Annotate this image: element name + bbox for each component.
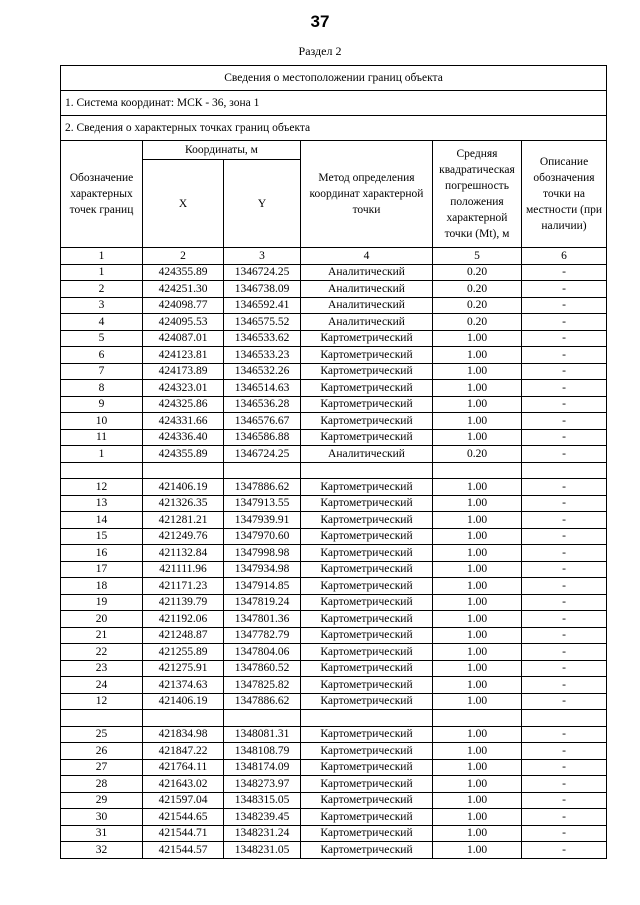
description-cell: - — [522, 759, 607, 776]
method-cell: Аналитический — [301, 314, 433, 331]
method-cell: Картометрический — [301, 330, 433, 347]
description-cell: - — [522, 561, 607, 578]
x-cell: 421275.91 — [143, 660, 224, 677]
table-row — [61, 429, 607, 446]
table-row — [61, 396, 607, 413]
y-cell: 1347782.79 — [224, 627, 301, 644]
point-id-cell: 7 — [61, 363, 143, 380]
error-cell: 1.00 — [433, 726, 522, 743]
point-id-cell: 23 — [61, 660, 143, 677]
y-cell: 1348108.79 — [224, 743, 301, 760]
error-cell: 1.00 — [433, 495, 522, 512]
table-row — [61, 545, 607, 562]
error-cell: 1.00 — [433, 660, 522, 677]
error-cell: 1.00 — [433, 528, 522, 545]
table-row — [61, 726, 607, 743]
table-row — [61, 561, 607, 578]
x-cell: 421132.84 — [143, 545, 224, 562]
point-id-cell: 29 — [61, 792, 143, 809]
x-cell: 421544.71 — [143, 825, 224, 842]
method-cell: Картометрический — [301, 512, 433, 529]
x-cell: 421597.04 — [143, 792, 224, 809]
description-cell: - — [522, 677, 607, 694]
point-id-cell: 4 — [61, 314, 143, 331]
x-cell: 421764.11 — [143, 759, 224, 776]
header-description: Описание обозначения точки на местности (при наличии) — [522, 141, 607, 248]
table-row — [61, 644, 607, 661]
table-row — [61, 743, 607, 760]
empty-cell — [61, 710, 143, 727]
description-cell: - — [522, 627, 607, 644]
description-cell: - — [522, 264, 607, 281]
error-cell: 1.00 — [433, 545, 522, 562]
point-id-cell: 22 — [61, 644, 143, 661]
description-cell: - — [522, 446, 607, 463]
x-cell: 421406.19 — [143, 693, 224, 710]
empty-cell — [522, 710, 607, 727]
x-cell: 421139.79 — [143, 594, 224, 611]
y-cell: 1347939.91 — [224, 512, 301, 529]
y-cell: 1346514.63 — [224, 380, 301, 397]
error-cell: 1.00 — [433, 644, 522, 661]
table-row — [61, 330, 607, 347]
method-cell: Аналитический — [301, 446, 433, 463]
description-cell: - — [522, 512, 607, 529]
x-cell: 424173.89 — [143, 363, 224, 380]
column-number: 5 — [433, 248, 522, 265]
table-row — [61, 611, 607, 628]
table-row — [61, 776, 607, 793]
x-cell: 421192.06 — [143, 611, 224, 628]
column-number: 6 — [522, 248, 607, 265]
error-cell: 1.00 — [433, 429, 522, 446]
description-cell: - — [522, 396, 607, 413]
method-cell: Картометрический — [301, 809, 433, 826]
description-cell: - — [522, 660, 607, 677]
y-cell: 1347934.98 — [224, 561, 301, 578]
point-id-cell: 1 — [61, 446, 143, 463]
error-cell: 1.00 — [433, 594, 522, 611]
column-numbers-row — [61, 248, 607, 265]
y-cell: 1348231.05 — [224, 842, 301, 859]
error-cell: 1.00 — [433, 743, 522, 760]
description-cell: - — [522, 297, 607, 314]
y-cell: 1347886.62 — [224, 693, 301, 710]
description-cell: - — [522, 611, 607, 628]
x-cell: 421374.63 — [143, 677, 224, 694]
empty-cell — [433, 710, 522, 727]
table-row — [61, 512, 607, 529]
point-id-cell: 10 — [61, 413, 143, 430]
empty-cell — [143, 462, 224, 479]
error-cell: 0.20 — [433, 264, 522, 281]
table-row — [61, 413, 607, 430]
y-cell: 1346532.26 — [224, 363, 301, 380]
error-cell: 1.00 — [433, 380, 522, 397]
error-cell: 1.00 — [433, 347, 522, 364]
separator-row — [61, 710, 607, 727]
x-cell: 424355.89 — [143, 264, 224, 281]
method-cell: Картометрический — [301, 743, 433, 760]
table-row — [61, 479, 607, 496]
y-cell: 1347886.62 — [224, 479, 301, 496]
error-cell: 1.00 — [433, 413, 522, 430]
empty-cell — [522, 462, 607, 479]
method-cell: Картометрический — [301, 776, 433, 793]
point-id-cell: 3 — [61, 297, 143, 314]
method-cell: Картометрический — [301, 611, 433, 628]
method-cell: Картометрический — [301, 594, 433, 611]
description-cell: - — [522, 380, 607, 397]
error-cell: 1.00 — [433, 396, 522, 413]
description-cell: - — [522, 413, 607, 430]
error-cell: 0.20 — [433, 446, 522, 463]
points-heading-row — [61, 116, 607, 141]
point-id-cell: 24 — [61, 677, 143, 694]
point-id-cell: 25 — [61, 726, 143, 743]
error-cell: 1.00 — [433, 479, 522, 496]
point-id-cell: 21 — [61, 627, 143, 644]
x-cell: 421281.21 — [143, 512, 224, 529]
y-cell: 1348081.31 — [224, 726, 301, 743]
description-cell: - — [522, 429, 607, 446]
description-cell: - — [522, 479, 607, 496]
point-id-cell: 13 — [61, 495, 143, 512]
y-cell: 1346533.23 — [224, 347, 301, 364]
method-cell: Аналитический — [301, 297, 433, 314]
description-cell: - — [522, 792, 607, 809]
method-cell: Картометрический — [301, 545, 433, 562]
x-cell: 424251.30 — [143, 281, 224, 298]
method-cell: Картометрический — [301, 660, 433, 677]
point-id-cell: 18 — [61, 578, 143, 595]
section-title: Раздел 2 — [298, 44, 342, 58]
x-cell: 421406.19 — [143, 479, 224, 496]
table-row — [61, 446, 607, 463]
table-row — [61, 825, 607, 842]
table-row — [61, 264, 607, 281]
empty-cell — [224, 710, 301, 727]
table-row — [61, 281, 607, 298]
x-cell: 421847.22 — [143, 743, 224, 760]
method-cell: Картометрический — [301, 347, 433, 364]
error-cell: 1.00 — [433, 611, 522, 628]
method-cell: Аналитический — [301, 264, 433, 281]
method-cell: Картометрический — [301, 842, 433, 859]
description-cell: - — [522, 528, 607, 545]
method-cell: Картометрический — [301, 479, 433, 496]
points-heading: 2. Сведения о характерных точках границ объекта — [61, 116, 607, 141]
column-number: 3 — [224, 248, 301, 265]
point-id-cell: 30 — [61, 809, 143, 826]
boundary-points-table — [60, 65, 607, 859]
empty-cell — [301, 462, 433, 479]
point-id-cell: 14 — [61, 512, 143, 529]
error-cell: 1.00 — [433, 578, 522, 595]
error-cell: 0.20 — [433, 314, 522, 331]
description-cell: - — [522, 644, 607, 661]
y-cell: 1347914.85 — [224, 578, 301, 595]
y-cell: 1347819.24 — [224, 594, 301, 611]
description-cell: - — [522, 825, 607, 842]
table-row — [61, 495, 607, 512]
point-id-cell: 17 — [61, 561, 143, 578]
method-cell: Картометрический — [301, 396, 433, 413]
x-cell: 421248.87 — [143, 627, 224, 644]
point-id-cell: 9 — [61, 396, 143, 413]
x-cell: 424087.01 — [143, 330, 224, 347]
point-id-cell: 8 — [61, 380, 143, 397]
y-cell: 1348231.24 — [224, 825, 301, 842]
description-cell: - — [522, 363, 607, 380]
table-row — [61, 363, 607, 380]
coord-system-row — [61, 91, 607, 116]
y-cell: 1346724.25 — [224, 264, 301, 281]
x-cell: 424336.40 — [143, 429, 224, 446]
x-cell: 421249.76 — [143, 528, 224, 545]
page-number: 37 — [310, 12, 330, 31]
point-id-cell: 2 — [61, 281, 143, 298]
empty-cell — [61, 462, 143, 479]
table-row — [61, 792, 607, 809]
error-cell: 1.00 — [433, 627, 522, 644]
y-cell: 1346738.09 — [224, 281, 301, 298]
table-row — [61, 297, 607, 314]
description-cell: - — [522, 743, 607, 760]
column-number: 2 — [143, 248, 224, 265]
error-cell: 1.00 — [433, 809, 522, 826]
table-row — [61, 759, 607, 776]
point-id-cell: 31 — [61, 825, 143, 842]
method-cell: Картометрический — [301, 380, 433, 397]
y-cell: 1346576.67 — [224, 413, 301, 430]
x-cell: 421834.98 — [143, 726, 224, 743]
point-id-cell: 11 — [61, 429, 143, 446]
separator-row — [61, 462, 607, 479]
method-cell: Картометрический — [301, 726, 433, 743]
point-id-cell: 12 — [61, 693, 143, 710]
method-cell: Картометрический — [301, 578, 433, 595]
y-cell: 1347913.55 — [224, 495, 301, 512]
method-cell: Картометрический — [301, 825, 433, 842]
point-id-cell: 6 — [61, 347, 143, 364]
header-method: Метод определения координат характерной точки — [301, 141, 433, 248]
table-row — [61, 627, 607, 644]
description-cell: - — [522, 347, 607, 364]
description-cell: - — [522, 330, 607, 347]
error-cell: 1.00 — [433, 561, 522, 578]
error-cell: 1.00 — [433, 363, 522, 380]
y-cell: 1347998.98 — [224, 545, 301, 562]
method-cell: Картометрический — [301, 429, 433, 446]
method-cell: Картометрический — [301, 561, 433, 578]
x-cell: 421643.02 — [143, 776, 224, 793]
error-cell: 0.20 — [433, 281, 522, 298]
y-cell: 1346592.41 — [224, 297, 301, 314]
error-cell: 1.00 — [433, 842, 522, 859]
column-number: 1 — [61, 248, 143, 265]
table-row — [61, 314, 607, 331]
table-row — [61, 809, 607, 826]
description-cell: - — [522, 545, 607, 562]
y-cell: 1348273.97 — [224, 776, 301, 793]
description-cell: - — [522, 842, 607, 859]
point-id-cell: 1 — [61, 264, 143, 281]
description-cell: - — [522, 809, 607, 826]
coord-system: 1. Система координат: МСК - 36, зона 1 — [61, 91, 607, 116]
point-id-cell: 15 — [61, 528, 143, 545]
y-cell: 1347801.36 — [224, 611, 301, 628]
point-id-cell: 27 — [61, 759, 143, 776]
error-cell: 1.00 — [433, 825, 522, 842]
method-cell: Аналитический — [301, 281, 433, 298]
error-cell: 1.00 — [433, 512, 522, 529]
y-cell: 1346575.52 — [224, 314, 301, 331]
table-title-row — [61, 66, 607, 91]
point-id-cell: 20 — [61, 611, 143, 628]
y-cell: 1348239.45 — [224, 809, 301, 826]
description-cell: - — [522, 726, 607, 743]
header-y: Y — [224, 160, 301, 248]
error-cell: 1.00 — [433, 693, 522, 710]
method-cell: Картометрический — [301, 528, 433, 545]
table-row — [61, 842, 607, 859]
description-cell: - — [522, 281, 607, 298]
x-cell: 424323.01 — [143, 380, 224, 397]
x-cell: 421326.35 — [143, 495, 224, 512]
y-cell: 1346536.28 — [224, 396, 301, 413]
x-cell: 424355.89 — [143, 446, 224, 463]
table-row — [61, 660, 607, 677]
y-cell: 1348315.05 — [224, 792, 301, 809]
table-row — [61, 528, 607, 545]
table-row — [61, 677, 607, 694]
y-cell: 1346533.62 — [224, 330, 301, 347]
x-cell: 421544.65 — [143, 809, 224, 826]
point-id-cell: 26 — [61, 743, 143, 760]
table-row — [61, 347, 607, 364]
description-cell: - — [522, 594, 607, 611]
x-cell: 421171.23 — [143, 578, 224, 595]
error-cell: 1.00 — [433, 776, 522, 793]
description-cell: - — [522, 314, 607, 331]
y-cell: 1348174.09 — [224, 759, 301, 776]
x-cell: 421544.57 — [143, 842, 224, 859]
y-cell: 1347825.82 — [224, 677, 301, 694]
x-cell: 424123.81 — [143, 347, 224, 364]
header-row-1 — [61, 141, 607, 160]
error-cell: 1.00 — [433, 330, 522, 347]
error-cell: 1.00 — [433, 759, 522, 776]
empty-cell — [143, 710, 224, 727]
method-cell: Картометрический — [301, 693, 433, 710]
method-cell: Картометрический — [301, 363, 433, 380]
x-cell: 421111.96 — [143, 561, 224, 578]
method-cell: Картометрический — [301, 677, 433, 694]
point-id-cell: 28 — [61, 776, 143, 793]
x-cell: 424331.66 — [143, 413, 224, 430]
point-id-cell: 16 — [61, 545, 143, 562]
table-row — [61, 693, 607, 710]
point-id-cell: 32 — [61, 842, 143, 859]
y-cell: 1347804.06 — [224, 644, 301, 661]
error-cell: 1.00 — [433, 792, 522, 809]
x-cell: 424325.86 — [143, 396, 224, 413]
empty-cell — [301, 710, 433, 727]
method-cell: Картометрический — [301, 627, 433, 644]
description-cell: - — [522, 495, 607, 512]
method-cell: Картометрический — [301, 644, 433, 661]
empty-cell — [224, 462, 301, 479]
description-cell: - — [522, 578, 607, 595]
point-id-cell: 19 — [61, 594, 143, 611]
x-cell: 421255.89 — [143, 644, 224, 661]
description-cell: - — [522, 693, 607, 710]
method-cell: Картометрический — [301, 495, 433, 512]
point-id-cell: 12 — [61, 479, 143, 496]
method-cell: Картометрический — [301, 413, 433, 430]
empty-cell — [433, 462, 522, 479]
y-cell: 1346724.25 — [224, 446, 301, 463]
y-cell: 1346586.88 — [224, 429, 301, 446]
header-x: X — [143, 160, 224, 248]
description-cell: - — [522, 776, 607, 793]
method-cell: Картометрический — [301, 792, 433, 809]
error-cell: 1.00 — [433, 677, 522, 694]
header-coords: Координаты, м — [143, 141, 301, 160]
table-row — [61, 578, 607, 595]
header-point-id: Обозначение характерных точек границ — [61, 141, 143, 248]
table-title: Сведения о местоположении границ объекта — [61, 66, 607, 91]
table-row — [61, 380, 607, 397]
table-row — [61, 594, 607, 611]
column-number: 4 — [301, 248, 433, 265]
point-id-cell: 5 — [61, 330, 143, 347]
header-error: Средняя квадратическая погрешность положения характерной точки (Mt), м — [433, 141, 522, 248]
y-cell: 1347970.60 — [224, 528, 301, 545]
error-cell: 0.20 — [433, 297, 522, 314]
y-cell: 1347860.52 — [224, 660, 301, 677]
method-cell: Картометрический — [301, 759, 433, 776]
x-cell: 424095.53 — [143, 314, 224, 331]
x-cell: 424098.77 — [143, 297, 224, 314]
